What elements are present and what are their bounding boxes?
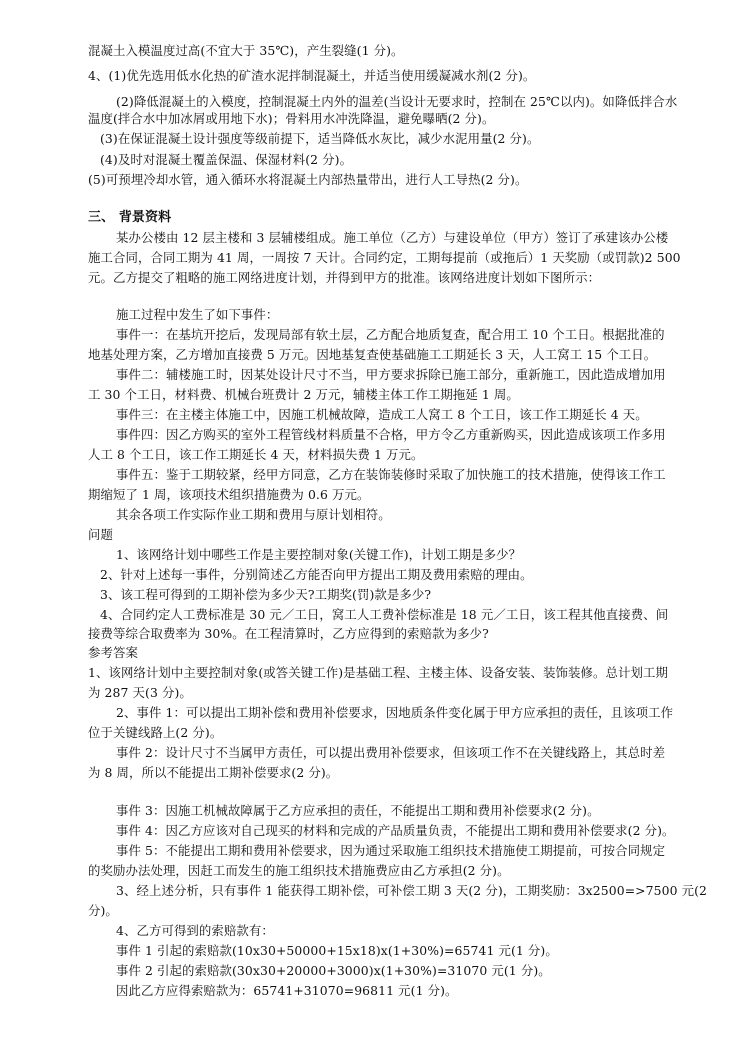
paragraph-line: 某办公楼由 12 层主楼和 3 层辅楼组成。施工单位（乙方）与建设单位（甲方）签订了承建该办公楼 [116,230,669,245]
answer-line: 3、经上述分析，只有事件 1 能获得工期补偿，可补偿工期 3 天(2 分)，工期奖励：3x2500=>7500 元(2 [116,883,708,898]
answer-line: (2)降低混凝土的入模度，控制混凝土内外的温差(当设计无要求时，控制在 25℃以内)。如降低拌合水 [116,94,678,109]
event-line: 人工 8 个工日，该工作工期延长 4 天，材料损失费 1 万元。 [88,447,424,462]
answer-line: 的奖励办法处理，因赶工而发生的施工组织技术措施费应由乙方承担(2 分)。 [88,863,510,878]
answer-line: 事件 4：因乙方应该对自己现买的材料和完成的产品质量负责，不能提出工期和费用补偿要求(2 分)。 [116,823,675,838]
answer-line: 4、乙方可得到的索赔款有： [116,923,274,938]
question-line: 3、该工程可得到的工期补偿为多少天?工期奖(罚)款是多少? [100,587,432,602]
answer-line: 为 287 天(3 分)。 [88,685,192,700]
answer-line: 因此乙方应得索赔款为：65741+31070=96811 元(1 分)。 [116,983,458,998]
event-line: 期缩短了 1 周，该项技术组织措施费为 0.6 万元。 [88,487,370,502]
event-line: 工 30 个工日，材料费、机械台班费计 2 万元，辅楼主体工作工期拖延 1 周。 [88,387,519,402]
answer-line: 为 8 周，所以不能提出工期补偿要求(2 分)。 [88,765,339,780]
answer-line: (3)在保证混凝土设计强度等级前提下，适当降低水灰比，减少水泥用量(2 分)。 [100,131,540,146]
paragraph-line: 施工过程中发生了如下事件： [116,307,279,322]
answer-line: 分)。 [88,903,118,918]
questions-label: 问题 [88,527,113,542]
event-line: 事件四：因乙方购买的室外工程管线材料质量不合格，甲方令乙方重新购买，因此造成该项工作多用 [116,427,666,442]
event-line: 地基处理方案，乙方增加直接费 5 万元。因地基复查使基础施工工期延长 3 天，人工窝工 15 个工日。 [88,347,657,362]
answer-line: 位于关键线路上(2 分)。 [88,725,223,740]
paragraph-line: 其余各项工作实际作业工期和费用与原计划相符。 [116,507,391,522]
answer-line: 事件 3：因施工机械故障属于乙方应承担的责任，不能提出工期和费用补偿要求(2 分)。 [116,803,600,818]
paragraph-line: 元。乙方提交了粗略的施工网络进度计划，并得到甲方的批准。该网络进度计划如下图所示： [88,270,601,285]
answer-line: 2、事件 1：可以提出工期补偿和费用补偿要求，因地质条件变化属于甲方应承担的责任，且该项工作 [116,705,674,720]
question-line: 1、该网络计划中哪些工作是主要控制对象(关键工作)，计划工期是多少？ [116,547,522,562]
question-line: 2、针对上述每一事件，分别简述乙方能否向甲方提出工期及费用索赔的理由。 [100,567,533,582]
answer-line: 事件 1 引起的索赔款(10x30+50000+15x18)x(1+30%)=65741 元(1 分)。 [116,943,558,958]
answers-label: 参考答案 [88,645,138,660]
answer-line: 混凝土入模温度过高(不宜大于 35℃)，产生裂缝(1 分)。 [88,43,404,58]
question-line: 接费等综合取费率为 30%。在工程清算时，乙方应得到的索赔款为多少? [88,626,489,641]
answer-line: 事件 5：不能提出工期和费用补偿要求，因为通过采取施工组织技术措施使工期提前，可按合同规定 [116,843,666,858]
event-line: 事件二：辅楼施工时，因某处设计尺寸不当，甲方要求拆除已施工部分，重新施工，因此造成增加用 [116,367,666,382]
answer-line: (4)及时对混凝土覆盖保温、保湿材料(2 分)。 [100,152,353,167]
answer-line: 事件 2 引起的索赔款(30x30+20000+3000)x(1+30%)=31070 元(1 分)。 [116,963,551,978]
event-line: 事件三：在主楼主体施工中，因施工机械故障，造成工人窝工 8 个工日，该工作工期延长 4 天。 [116,407,648,422]
answer-line: (5)可预埋冷却水管，通入循环水将混凝土内部热量带出，进行人工导热(2 分)。 [88,172,528,187]
paragraph-line: 施工合同，合同工期为 41 周，一周按 7 天计。合同约定，工期每提前（或拖后）1 天奖励（或罚款)2 500 [88,250,681,265]
answer-line: 4、(1)优先选用低水化热的矿渣水泥拌制混凝土，并适当使用缓凝减水剂(2 分)。 [88,68,536,83]
event-line: 事件一：在基坑开挖后，发现局部有软土层，乙方配合地质复查，配合用工 10 个工日。根据批准的 [116,327,665,342]
question-line: 4、合同约定人工费标准是 30 元／工日，窝工人工费补偿标准是 18 元／工日，该工程其他直接费、间 [100,607,669,622]
section-heading: 三、 背景资料 [88,210,172,225]
answer-line: 事件 2：设计尺寸不当属甲方责任，可以提出费用补偿要求，但该项工作不在关键线路上，其总时差 [116,745,666,760]
event-line: 事件五：鉴于工期较紧，经甲方同意，乙方在装饰装修时采取了加快施工的技术措施，使得该工作工 [116,467,666,482]
answer-line: 1、该网络计划中主要控制对象(或答关键工作)是基础工程、主楼主体、设备安装、装饰装修。总计划工期 [88,665,668,680]
answer-line: 温度(拌合水中加冰屑或用地下水)；骨料用水冲洗降温，避免曝晒(2 分)。 [88,111,495,126]
